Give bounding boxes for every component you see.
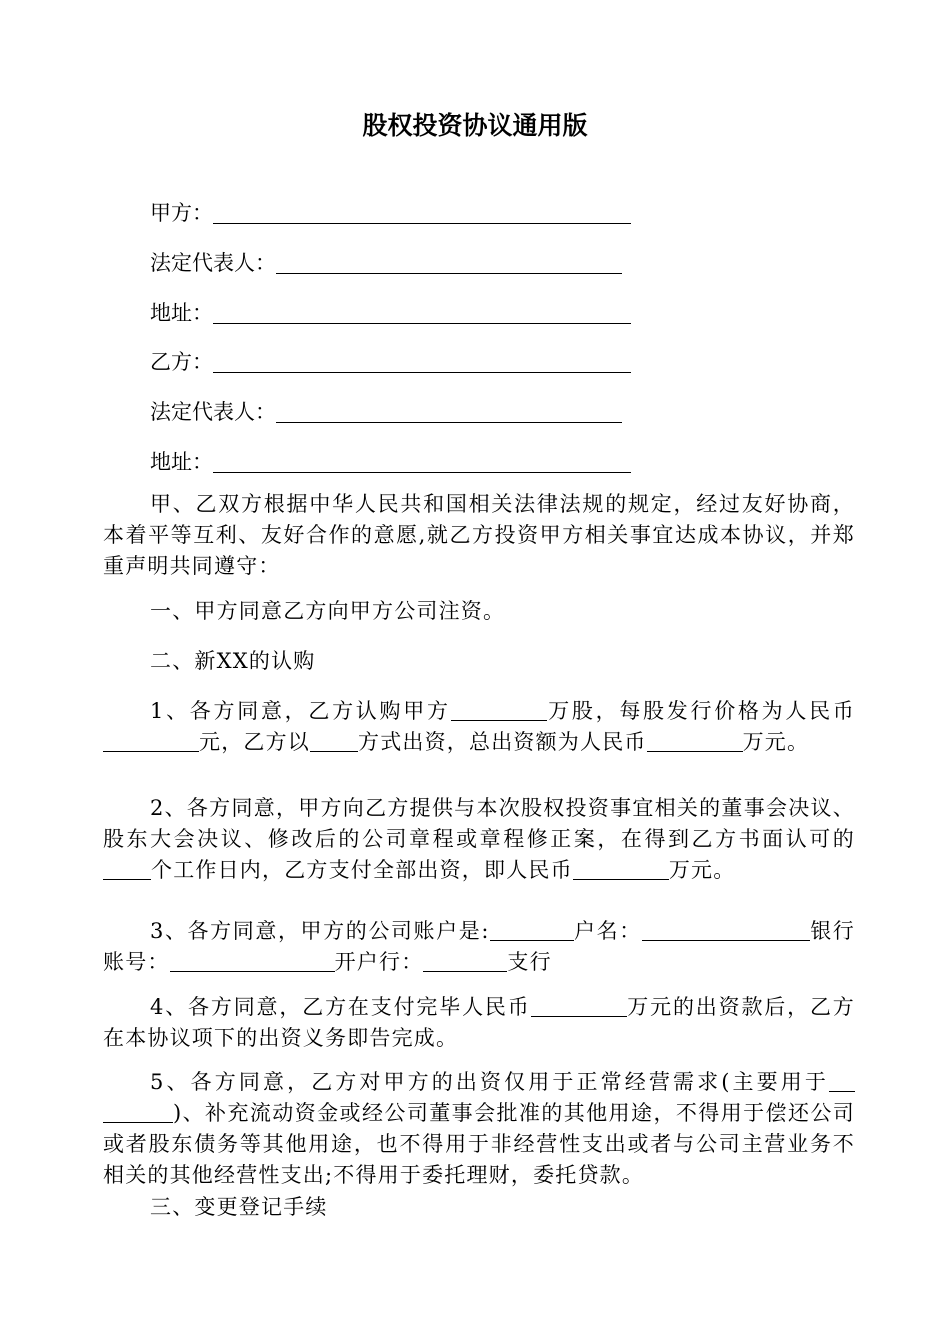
clause-2-text-b: 个工作日内，乙方支付全部出资，即人民币 [151, 858, 573, 882]
payment-amount-blank[interactable] [573, 859, 669, 880]
clause-1-text-d: 方式出资，总出资额为人民币 [358, 730, 647, 754]
clause-4-text-b: 万元的出资款后，乙方在本协议项下的出资义务即告完成。 [103, 995, 856, 1050]
clause-2-text-c: 万元。 [668, 858, 736, 882]
party-a-label: 甲方： [150, 201, 213, 225]
party-b-blank[interactable] [213, 350, 631, 373]
section-one-heading: 一、甲方同意乙方向甲方公司注资。 [150, 599, 506, 623]
purpose-blank-a[interactable] [829, 1071, 855, 1092]
party-a-blank[interactable] [213, 201, 631, 224]
clause-2-text-a: 2、各方同意，甲方向乙方提供与本次股权投资事宜相关的董事会决议、股东大会决议、修改后的公司章程或章程修正案，在得到乙方书面认可的 [103, 796, 855, 851]
party-b-label: 乙方： [150, 350, 213, 374]
purpose-blank-b[interactable] [103, 1102, 173, 1123]
party-b-representative-label: 法定代表人： [150, 400, 276, 424]
section-two-heading: 二、新XX的认购 [150, 649, 316, 673]
clause-5-text-b: )、补充流动资金或经公司董事会批准的其他用途，不得用于偿还公司或者股东债务等其他用途，也不得用于非经营性支出或者与公司主营业务不相关的其他经营性支出;不得用于委托理财，委托贷款。 [103, 1101, 855, 1187]
clause-3-text-e: 支行 [507, 950, 552, 974]
party-a-representative-blank[interactable] [276, 251, 622, 274]
clause-1-text-a: 1、各方同意，乙方认购甲方 [150, 699, 451, 723]
party-a-address-label: 地址： [150, 301, 213, 325]
clause-1-paragraph [103, 696, 855, 758]
account-name-blank[interactable] [642, 920, 810, 941]
capital-amount-blank[interactable] [531, 996, 627, 1017]
section-three-heading: 三、变更登记手续 [150, 1195, 328, 1219]
method-blank[interactable] [310, 731, 358, 752]
price-blank[interactable] [103, 731, 199, 752]
working-days-blank[interactable] [103, 859, 151, 880]
party-b-address-label: 地址： [150, 450, 213, 474]
clause-1-text-b: 万股，每股发行价格为人民币 [546, 699, 855, 723]
clause-4-paragraph [103, 992, 855, 1054]
clause-3-text-b: 户名： [573, 919, 642, 943]
clause-3-text-c: 银行账号： [103, 919, 856, 974]
shares-blank[interactable] [451, 700, 547, 721]
clause-5-text-a: 5、各方同意，乙方对甲方的出资仅用于正常经营需求(主要用于 [150, 1070, 829, 1094]
bank-branch-blank[interactable] [423, 951, 507, 972]
party-b-address-field [150, 447, 631, 477]
clause-3-paragraph [103, 916, 855, 978]
clause-4-text-a: 4、各方同意，乙方在支付完毕人民币 [150, 995, 531, 1019]
party-b-representative-field [150, 397, 622, 427]
intro-paragraph: 甲、乙双方根据中华人民共和国相关法律法规的规定，经过友好协商，本着平等互利、友好合作的意愿,就乙方投资甲方相关事宜达成本协议，并郑重声明共同遵守： [103, 492, 855, 578]
party-a-representative-field [150, 248, 622, 278]
clause-1-text-c: 元，乙方以 [199, 730, 310, 754]
bank-account-blank[interactable] [170, 951, 335, 972]
party-b-representative-blank[interactable] [276, 400, 622, 423]
party-a-representative-label: 法定代表人： [150, 251, 276, 275]
clause-3-text-a: 3、各方同意，甲方的公司账户是: [150, 919, 490, 943]
party-b-address-blank[interactable] [213, 450, 631, 473]
clause-3-text-d: 开户行： [334, 950, 424, 974]
account-blank[interactable] [490, 920, 574, 941]
party-a-address-field [150, 298, 631, 328]
party-a-field [150, 198, 631, 228]
clause-5-paragraph [103, 1067, 855, 1191]
clause-1-text-e: 万元。 [742, 730, 810, 754]
document-title: 股权投资协议通用版 [362, 111, 588, 140]
party-a-address-blank[interactable] [213, 301, 631, 324]
total-amount-blank[interactable] [647, 731, 743, 752]
party-b-field [150, 347, 631, 377]
clause-2-paragraph [103, 793, 855, 886]
